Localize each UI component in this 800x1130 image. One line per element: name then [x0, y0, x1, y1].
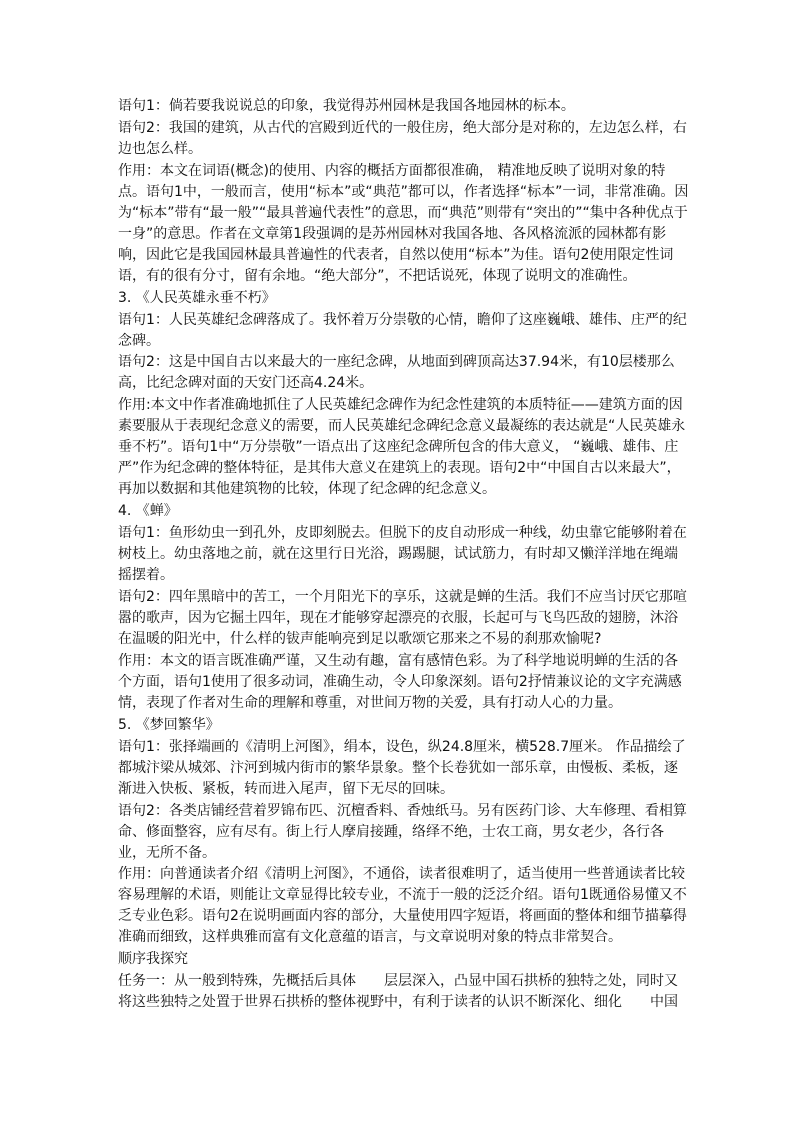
paragraph-sentence-2: 语句2：四年黑暗中的苦工，一个月阳光下的享乐，这就是蝉的生活。我们不应当讨厌它那喧嚣的歌声，因为它掘土四年，现在才能够穿起漂亮的衣服，长起可与飞鸟匹敌的翅膀，沐浴在温暖的阳光中，什么样的钹声能响亮到足以歌颂它那来之不易的刹那欢愉呢? [118, 589, 687, 648]
task-one-lead: 任务一：从一般到特殊，先概括后具体 [118, 973, 356, 990]
task-one-tail: 中国 [650, 994, 678, 1011]
paragraph-sentence-1: 语句1：鱼形幼虫一到孔外，皮即刻脱去。但脱下的皮自动形成一种线，幼虫靠它能够附着在树枝上。幼虫落地之前，就在这里行日光浴，踢踢腿，试试筋力，有时却又懒洋洋地在绳端摇摆着。 [118, 525, 687, 584]
paragraph-function: 作用:本文中作者准确地抓住了人民英雄纪念碑作为纪念性建筑的本质特征——建筑方面的因素要服从于表现纪念意义的需要，而人民英雄纪念碑纪念意义最凝练的表达就是“人民英雄永垂不朽”。语句1中“万分崇敬”一语点出了这座纪念碑所包含的伟大意义， “巍峨、雄伟、庄严”作为纪念碑的整体特征，是其伟大意义在建筑上的表现。语句2中“中国自古以来最大”，再加以数据和其他建筑物的比较，体现了纪念碑的纪念意义。 [118, 397, 686, 498]
section-heading-3: 3. 《人民英雄永垂不朽》 [118, 289, 276, 306]
section-heading-order: 顺序我探究 [118, 951, 188, 968]
paragraph-sentence-1: 语句1：张择端画的《清明上河图》，绢本，设色，纵24.8厘米，横528.7厘米。 作品描绘了都城汴梁从城郊、汴河到城内街市的繁华景象。整个长卷犹如一部乐章，由慢板、柔板，逐渐进入快板、紧板，转而进入尾声，留下无尽的回味。 [118, 738, 686, 797]
paragraph-sentence-2: 语句2：各类店铺经营着罗锦布匹、沉檀香料、香烛纸马。另有医药门诊、大车修理、看相算命、修面整容，应有尽有。街上行人摩肩接踵，络绎不绝，士农工商，男女老少，各行各业，无所不备。 [118, 802, 687, 861]
paragraph-function: 作用：本文在词语(概念)的使用、内容的概括方面都很准确， 精准地反映了说明对象的特点。语句1中，一般而言，使用“标本”或“典范”都可以，作者选择“标本”一词，非常准确。因为“标本”带有“最一般”“最具普遍代表性”的意思，而“典范”则带有“突出的”“集中各种优点于一身”的意思。作者在文章第1段强调的是苏州园林对我国各地、各风格流派的园林都有影响，因此它是我国园林最具普遍性的代表者，自然以使用“标本”为佳。语句2使用限定性词语，有的很有分寸，留有余地。“绝大部分”，不把话说死，体现了说明文的准确性。 [118, 162, 689, 284]
document-body [118, 96, 690, 1014]
paragraph-sentence-1: 语句1：倘若要我说说总的印象，我觉得苏州园林是我国各地园林的标本。 [118, 98, 575, 114]
paragraph-sentence-2: 语句2：这是中国自古以来最大的一座纪念碑，从地面到碑顶高达37.94米，有10层楼那么高，比纪念碑对面的天安门还高4.24米。 [118, 354, 675, 392]
paragraph-sentence-2: 语句2：我国的建筑，从古代的宫殿到近代的一般住房，绝大部分是对称的，左边怎么样，右边也怎么样。 [118, 119, 687, 157]
task-one-line [118, 971, 690, 1013]
paragraph-function: 作用：向普通读者介绍《清明上河图》，不通俗，读者很难明了，适当使用一些普通读者比较容易理解的术语，则能让文章显得比较专业，不流于一般的泛泛介绍。语句1既通俗易懂又不乏专业色彩。语句2在说明画面内容的部分，大量使用四字短语，将画面的整体和细节描摹得准确而细致，这样典雅而富有文化意蕴的语言，与文章说明对象的特点非常契合。 [118, 866, 687, 946]
paragraph-sentence-1: 语句1：人民英雄纪念碑落成了。我怀着万分崇敬的心情，瞻仰了这座巍峨、雄伟、庄严的纪念碑。 [118, 311, 687, 349]
paragraph-function: 作用：本文的语言既准确严谨，又生动有趣，富有感情色彩。为了科学地说明蝉的生活的各个方面，语句1使用了很多动词，准确生动，令人印象深刻。语句2抒情兼议论的文字充满感情，表现了作者对生命的理解和尊重，对世间万物的关爱，具有打动人心的力量。 [118, 652, 682, 711]
task-one-middle: 层层深入，凸显中国石拱桥的独特之处，同时又将这些独特之处置于世界石拱桥的整体视野中，有利于读者的认识不断深化、细化 [118, 973, 678, 1011]
section-heading-4: 4. 《蝉》 [118, 503, 178, 520]
section-heading-5: 5. 《梦回繁华》 [118, 716, 220, 733]
